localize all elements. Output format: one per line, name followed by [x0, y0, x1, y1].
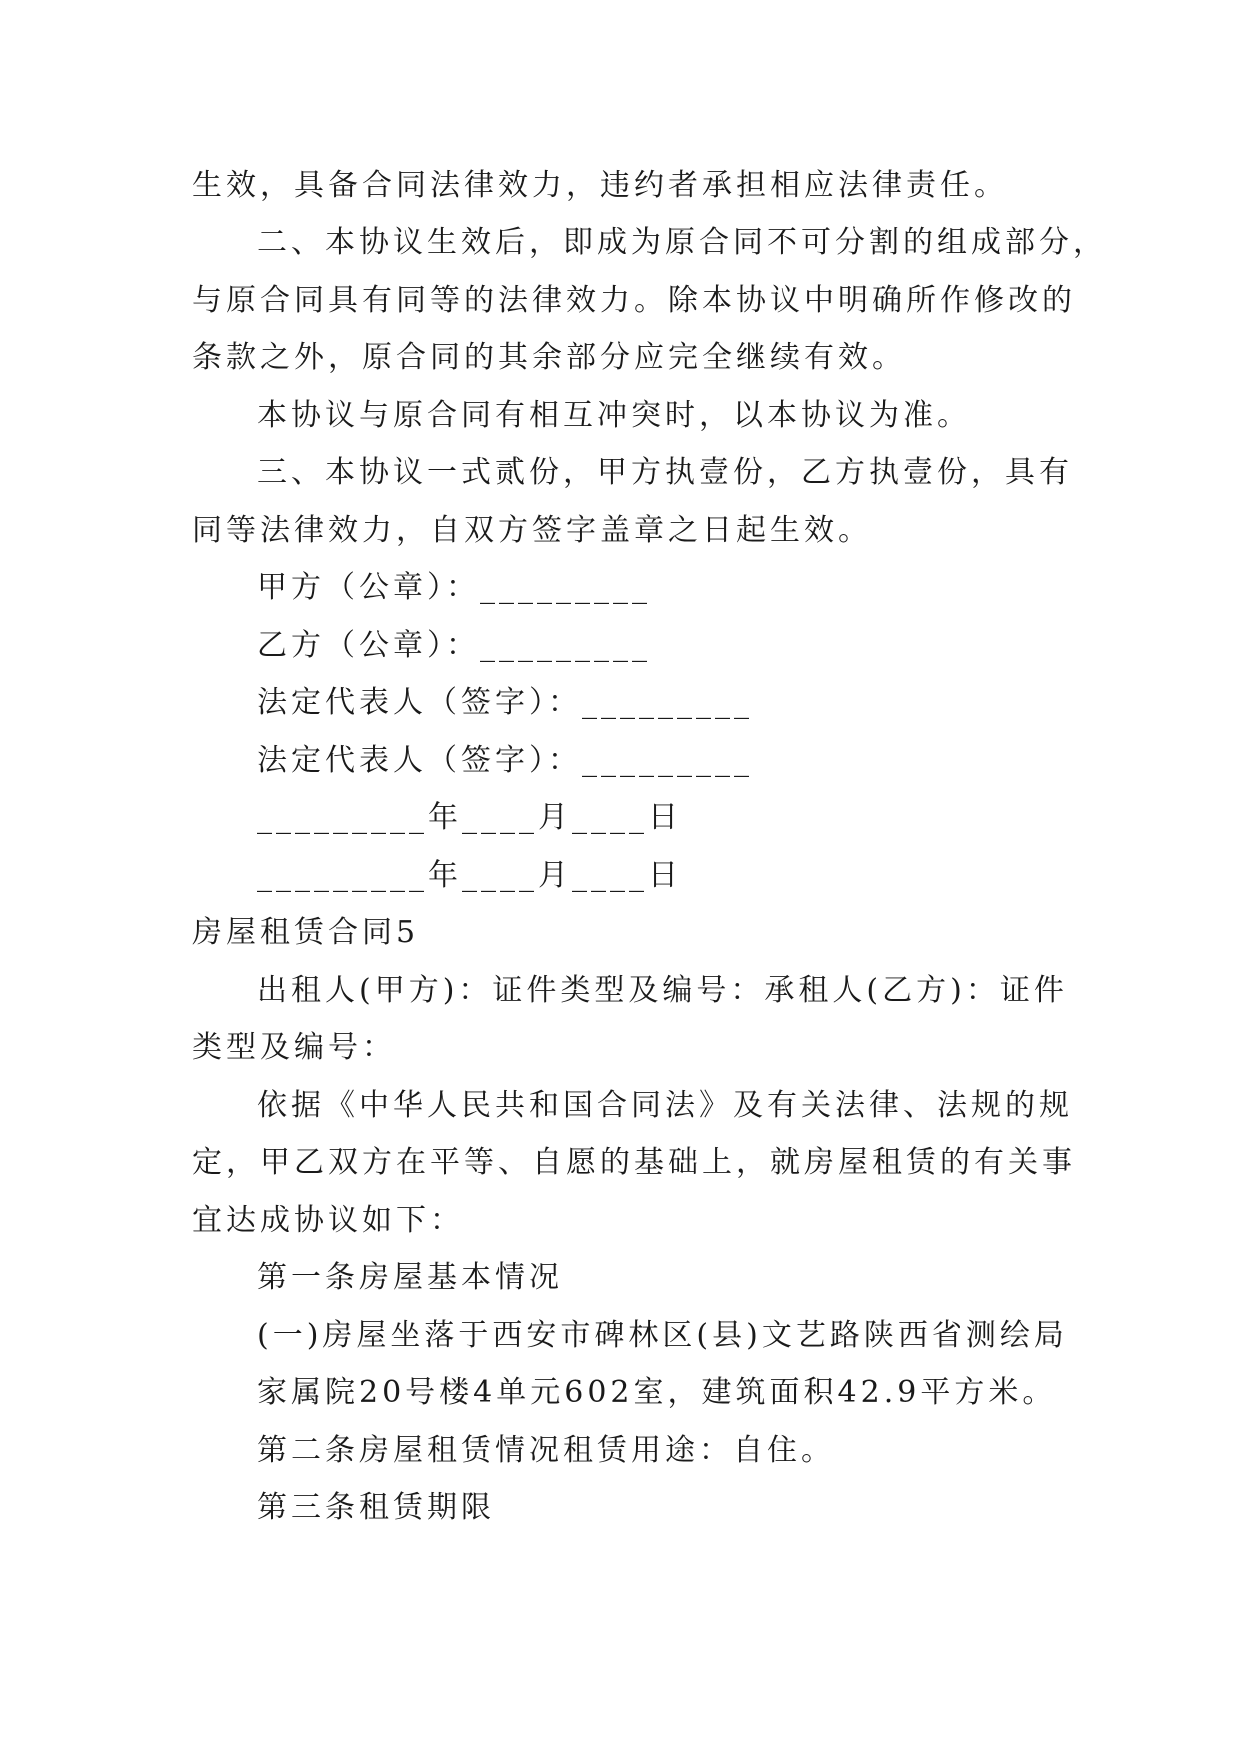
party-a-seal-line: 甲方（公章）：_________	[257, 570, 651, 605]
article-heading: 第三条租赁期限	[257, 1490, 495, 1525]
text-line: 与原合同具有同等的法律效力。除本协议中明确所作修改的	[192, 283, 1076, 318]
text-line: 三、本协议一式贰份，甲方执壹份，乙方执壹份，具有	[257, 455, 1073, 490]
article-heading: 第二条房屋租赁情况租赁用途：自住。	[257, 1433, 835, 1468]
text-line: 定，甲乙双方在平等、自愿的基础上，就房屋租赁的有关事	[192, 1145, 1076, 1180]
article-heading: 第一条房屋基本情况	[257, 1260, 563, 1295]
text-line: 宜达成协议如下：	[192, 1203, 464, 1238]
date-line: _________年____月____日	[257, 858, 682, 893]
legal-rep-signature-line: 法定代表人（签字）：_________	[257, 743, 753, 778]
text-line: 类型及编号：	[192, 1030, 396, 1065]
date-line: _________年____月____日	[257, 800, 682, 835]
text-line: (一)房屋坐落于西安市碑林区(县)文艺路陕西省测绘局	[257, 1318, 1068, 1353]
text-line: 生效，具备合同法律效力，违约者承担相应法律责任。	[192, 168, 1008, 203]
text-line: 出租人(甲方)：证件类型及编号：承租人(乙方)：证件	[257, 973, 1068, 1008]
text-line: 二、本协议生效后，即成为原合同不可分割的组成部分，	[257, 225, 1107, 260]
text-line: 本协议与原合同有相互冲突时，以本协议为准。	[257, 398, 971, 433]
text-line: 家属院20号楼4单元602室，建筑面积42.9平方米。	[257, 1375, 1057, 1410]
text-line: 条款之外，原合同的其余部分应完全继续有效。	[192, 340, 906, 375]
legal-rep-signature-line: 法定代表人（签字）：_________	[257, 685, 753, 720]
text-line: 依据《中华人民共和国合同法》及有关法律、法规的规	[257, 1088, 1073, 1123]
section-title: 房屋租赁合同5	[192, 915, 420, 950]
party-b-seal-line: 乙方（公章）：_________	[257, 628, 651, 663]
text-line: 同等法律效力，自双方签字盖章之日起生效。	[192, 513, 872, 548]
